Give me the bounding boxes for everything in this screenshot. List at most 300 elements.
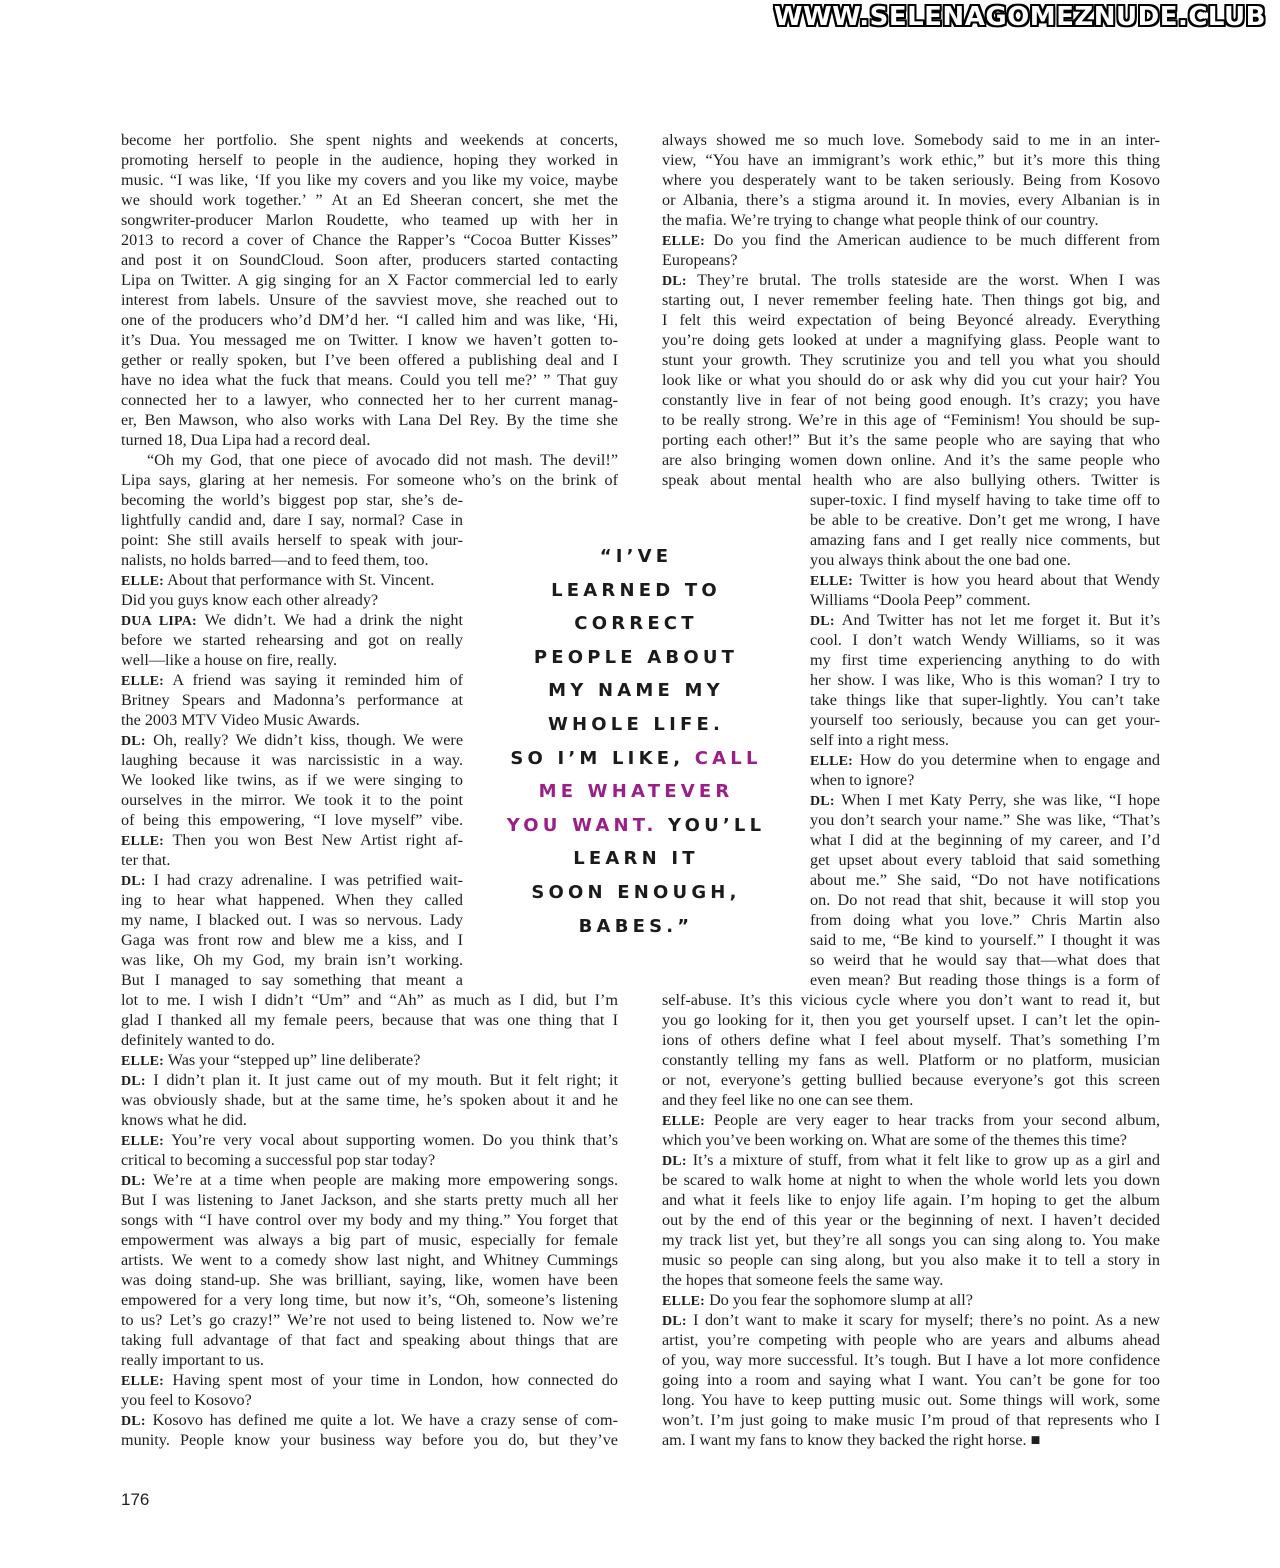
pull-quote-line <box>500 607 772 641</box>
text-line <box>121 1130 618 1150</box>
text-content: starting out, I never remember feeling hate. Then things got big, and <box>662 291 1160 309</box>
text-line <box>810 790 1160 810</box>
text-line <box>121 950 463 970</box>
text-content: be able to be creative. Don’t get me wrong, I have <box>810 511 1160 529</box>
text-content: How do you determine when to engage and <box>853 751 1160 769</box>
speaker-label: DL: <box>121 1074 146 1089</box>
text-line <box>662 290 1160 310</box>
text-line <box>662 1050 1160 1070</box>
text-content: become her portfolio. She spent nights and weekends at concerts, <box>121 131 618 149</box>
text-line <box>662 1090 1160 1110</box>
text-content: But I managed to say something that meant a <box>121 971 463 989</box>
text-line <box>662 1430 1160 1450</box>
text-content: yourself too seriously, because you can get your- <box>810 711 1160 729</box>
text-line <box>662 450 1160 470</box>
text-content: interest from labels. Unsure of the savviest move, she reached out to <box>121 291 618 309</box>
text-content: have no idea what the fuck that means. Could you tell me?’ ” That guy <box>121 371 618 389</box>
text-line <box>662 270 1160 290</box>
text-line <box>121 650 463 670</box>
pull-quote-line <box>500 809 772 843</box>
text-line <box>810 810 1160 830</box>
text-line <box>121 1250 618 1270</box>
text-content: always showed me so much love. Somebody said to me in an inter- <box>662 131 1160 149</box>
text-content: of being this empowering, “I love myself” vibe. <box>121 811 463 829</box>
text-line <box>121 790 463 810</box>
text-content: which you’ve been working on. What are some of the themes this time? <box>662 1131 1127 1149</box>
text-line <box>121 1430 618 1450</box>
text-line <box>121 850 463 870</box>
text-content: “Oh my God, that one piece of avocado did not mash. The devil!” <box>147 451 618 469</box>
text-content: I had crazy adrenaline. I was petrified wait- <box>145 871 463 889</box>
text-line <box>121 310 618 330</box>
text-content: on. Do not read that shit, because it will stop you <box>810 891 1160 909</box>
text-line <box>121 250 618 270</box>
text-content: was doing stand-up. She was brilliant, saying, like, women have been <box>121 1271 618 1289</box>
text-line <box>662 1190 1160 1210</box>
speaker-label: DL: <box>810 794 835 809</box>
text-content: we should work together.’ ” At an Ed Sheeran concert, she met the <box>121 191 618 209</box>
text-content: constantly live in fear of not being good enough. It’s crazy; you have <box>662 391 1160 409</box>
speaker-label: DL: <box>810 614 835 629</box>
text-content: point: She still avails herself to speak with jour- <box>121 531 463 549</box>
text-content: Britney Spears and Madonna’s performance at <box>121 691 463 709</box>
speaker-label: DL: <box>121 874 146 889</box>
text-content: to be really strong. We’re in this age of “Feminism! You should be sup- <box>662 411 1160 429</box>
text-line <box>121 130 618 150</box>
pull-quote-line <box>500 876 772 910</box>
text-content: be scared to walk home at night to when the whole world lets you down <box>662 1171 1160 1189</box>
speaker-label: ELLE: <box>810 754 854 769</box>
text-content: and what it feels like to enjoy life again. I’m hoping to get the album <box>662 1191 1160 1209</box>
text-line <box>662 150 1160 170</box>
text-content: you always think about the one bad one. <box>810 551 1071 569</box>
text-content: Did you guys know each other already? <box>121 591 379 609</box>
text-line <box>121 670 463 690</box>
text-line <box>121 1190 618 1210</box>
speaker-label: DL: <box>121 734 146 749</box>
text-line <box>662 330 1160 350</box>
pull-quote-line <box>500 641 772 675</box>
text-line <box>121 690 463 710</box>
text-content: self into a right mess. <box>810 731 949 749</box>
text-content: where you desperately want to be taken seriously. Being from Kosovo <box>662 171 1160 189</box>
text-line <box>121 1410 618 1430</box>
text-content: Europeans? <box>662 251 738 269</box>
text-line <box>121 430 618 450</box>
text-content: It’s a mixture of stuff, from what it felt like to grow up as a girl and <box>686 1151 1160 1169</box>
text-content: you’re doing gets looked at under a magnifying glass. People want to <box>662 331 1160 349</box>
text-content: empowerment was always a big part of music, especially for female <box>121 1231 618 1249</box>
text-line <box>121 590 463 610</box>
text-content: laughing because it was narcissistic in a way. <box>121 751 463 769</box>
text-content: get upset about every tabloid that said something <box>810 851 1160 869</box>
text-content: to us? Let’s go crazy!” We’re not used to being listened to. Now we’re <box>121 1311 618 1329</box>
speaker-label: ELLE: <box>662 1294 706 1309</box>
text-content: view, “You have an immigrant’s work ethic,” but it’s more this thing <box>662 151 1160 169</box>
text-content: Twitter is how you heard about that Wendy <box>853 571 1160 589</box>
text-content: the mafia. We’re trying to change what people think of our country. <box>662 211 1099 229</box>
text-line <box>662 1390 1160 1410</box>
text-content: the hopes that someone feels the same way. <box>662 1271 944 1289</box>
text-line <box>810 490 1160 510</box>
text-line <box>662 1210 1160 1230</box>
pull-quote <box>500 540 772 943</box>
text-line <box>662 170 1160 190</box>
text-line <box>662 1170 1160 1190</box>
text-content: am. I want my fans to know they backed the right horse. ■ <box>662 1431 1041 1449</box>
text-line <box>662 470 1160 490</box>
text-content: look like or what you should do or ask why did you cut your hair? You <box>662 371 1160 389</box>
text-content: lot to me. I wish I didn’t “Um” and “Ah” as much as I did, but I’m <box>121 991 618 1009</box>
text-line <box>662 1270 1160 1290</box>
text-content: even mean? But reading those things is a form of <box>810 971 1160 989</box>
text-line <box>810 870 1160 890</box>
text-content: of you, way more successful. It’s tough. But I have a lot more confidence <box>662 1351 1160 1369</box>
text-line <box>662 350 1160 370</box>
text-content: becoming the world’s biggest pop star, she’s de- <box>121 491 463 509</box>
text-line <box>810 550 1160 570</box>
text-content: critical to becoming a successful pop star today? <box>121 1151 436 1169</box>
text-line <box>121 150 618 170</box>
text-line <box>121 1150 618 1170</box>
text-line <box>121 710 463 730</box>
text-content: well—like a house on fire, really. <box>121 651 338 669</box>
text-content: People are very eager to hear tracks from your second album, <box>705 1111 1160 1129</box>
text-content: We looked like twins, as if we were singing to <box>121 771 463 789</box>
text-line <box>121 930 463 950</box>
text-line <box>121 530 463 550</box>
text-line <box>662 250 1160 270</box>
speaker-label: ELLE: <box>121 1374 165 1389</box>
text-content: going into a room and saying what I want. You can’t be gone for too <box>662 1371 1160 1389</box>
text-content: Was your “stepped up” line deliberate? <box>164 1051 421 1069</box>
text-content: you feel to Kosovo? <box>121 1391 252 1409</box>
text-line <box>121 1110 618 1130</box>
speaker-label: DL: <box>662 1314 687 1329</box>
text-line <box>121 1310 618 1330</box>
text-content: 2013 to record a cover of Chance the Rapper’s “Cocoa Butter Kisses” <box>121 231 618 249</box>
text-line <box>121 890 463 910</box>
watermark: WWW.SELENAGOMEZNUDE.CLUB <box>773 2 1266 32</box>
text-content: glad I thanked all my female peers, because that was one thing that I <box>121 1011 618 1029</box>
text-line <box>810 970 1160 990</box>
text-content: music. “I was like, ‘If you like my covers and you like my voice, maybe <box>121 171 618 189</box>
text-line <box>810 590 1160 610</box>
text-content: self-abuse. It’s this vicious cycle where you don’t want to read it, but <box>662 991 1160 1009</box>
text-content: what I did at the beginning of my career, and I’d <box>810 831 1160 849</box>
text-line <box>121 770 463 790</box>
text-content: You’re very vocal about supporting women. Do you think that’s <box>164 1131 618 1149</box>
text-content: about me.” She said, “Do not have notifications <box>810 871 1160 889</box>
text-line <box>662 1410 1160 1430</box>
text-line <box>810 950 1160 970</box>
text-line <box>121 370 618 390</box>
text-line <box>662 990 1160 1010</box>
text-line <box>662 190 1160 210</box>
text-content: out by the end of this year or the beginning of next. I haven’t decided <box>662 1211 1160 1229</box>
text-line <box>121 1370 618 1390</box>
pull-quote-text: WHOLE LIFE. <box>547 713 725 735</box>
text-line <box>121 910 463 930</box>
text-content: ter that. <box>121 851 171 869</box>
text-content: Williams “Doola Peep” comment. <box>810 591 1031 609</box>
text-line <box>810 530 1160 550</box>
text-line <box>121 190 618 210</box>
page-number: 176 <box>121 1490 150 1509</box>
text-line <box>121 1090 618 1110</box>
text-content: Then you won Best New Artist right af- <box>164 831 463 849</box>
text-content: I felt this weird expectation of being Beyoncé already. Everything <box>662 311 1160 329</box>
text-content: I don’t want to make it scary for myself; there’s no point. As a new <box>686 1311 1160 1329</box>
speaker-label: DUA LIPA: <box>121 614 197 629</box>
pull-quote-line <box>500 742 772 776</box>
text-line <box>810 750 1160 770</box>
text-line <box>121 550 463 570</box>
text-line <box>121 750 463 770</box>
text-line <box>662 1150 1160 1170</box>
text-line <box>121 1050 618 1070</box>
text-line <box>147 450 618 470</box>
text-line <box>810 730 1160 750</box>
text-content: knows what he did. <box>121 1111 247 1129</box>
text-line <box>121 610 463 630</box>
text-content: her show. I was like, Who is this woman? I try to <box>810 671 1160 689</box>
text-content: was obviously shade, but at the same time, he’s spoken about it and he <box>121 1091 618 1109</box>
text-content: speak about mental health who are also bullying others. Twitter is <box>662 471 1160 489</box>
text-line <box>810 850 1160 870</box>
speaker-label: ELLE: <box>121 674 165 689</box>
text-content: They’re brutal. The trolls stateside are the worst. When I was <box>686 271 1160 289</box>
speaker-label: ELLE: <box>121 1054 165 1069</box>
speaker-label: DL: <box>662 274 687 289</box>
text-line <box>121 630 463 650</box>
text-line <box>121 290 618 310</box>
text-line <box>810 650 1160 670</box>
text-content: definitely wanted to do. <box>121 1031 275 1049</box>
pull-quote-text: “I’VE <box>599 546 673 567</box>
text-line <box>662 1230 1160 1250</box>
text-line <box>662 1130 1160 1150</box>
pull-quote-highlight: YOU WANT. <box>506 814 658 836</box>
speaker-label: ELLE: <box>121 574 165 589</box>
text-line <box>121 810 463 830</box>
text-line <box>810 910 1160 930</box>
text-content: er, Ben Mawson, who also works with Lana Del Rey. By the time she <box>121 411 618 429</box>
text-content: long. You have to keep putting music out. Some things will work, some <box>662 1391 1160 1409</box>
text-content: are also bringing women down online. And it’s the same people who <box>662 451 1160 469</box>
pull-quote-text: YOU’LL <box>657 814 766 836</box>
text-content: Gaga was front row and blew me a kiss, and I <box>121 931 463 949</box>
text-line <box>121 270 618 290</box>
text-content: Do you find the American audience to be much different from <box>705 231 1160 249</box>
text-line <box>121 1270 618 1290</box>
text-content: Do you fear the sophomore slump at all? <box>705 1291 973 1309</box>
text-content: it’s Dua. You messaged me on Twitter. I know we haven’t gotten to- <box>121 331 618 349</box>
pull-quote-line <box>500 842 772 876</box>
text-content: munity. People know your business way before you do, but they’ve <box>121 1431 618 1449</box>
text-line <box>662 1370 1160 1390</box>
text-content: Kosovo has defined me quite a lot. We have a crazy sense of com- <box>145 1411 618 1429</box>
text-line <box>810 570 1160 590</box>
text-content: artist, you’re competing with people who are years and albums ahead <box>662 1331 1160 1349</box>
text-content: my name, I blacked out. I was so nervous. Lady <box>121 911 463 929</box>
text-content: Having spent most of your time in London, how connected do <box>164 1371 618 1389</box>
text-line <box>662 230 1160 250</box>
text-content: when to ignore? <box>810 771 915 789</box>
text-line <box>810 510 1160 530</box>
text-content: amazing fans and I get really nice comments, but <box>810 531 1160 549</box>
text-content: gether or really spoken, but I’ve been offered a publishing deal and I <box>121 351 618 369</box>
text-content: music so people can sing along, but you also make it to tell a story in <box>662 1251 1160 1269</box>
text-line <box>121 1350 618 1370</box>
text-content: really important to us. <box>121 1351 264 1369</box>
text-content: from doing what you love.” Chris Martin also <box>810 911 1160 929</box>
text-line <box>662 1010 1160 1030</box>
text-content: cool. I don’t watch Wendy Williams, so it was <box>810 631 1160 649</box>
text-line <box>121 1390 618 1410</box>
text-content: so weird that he would say that—what does that <box>810 951 1160 969</box>
text-line <box>662 1030 1160 1050</box>
speaker-label: ELLE: <box>810 574 854 589</box>
text-content: take things like that super-lightly. You can’t take <box>810 691 1160 709</box>
pull-quote-line <box>500 674 772 708</box>
text-content: the 2003 MTV Video Music Awards. <box>121 711 360 729</box>
text-line <box>810 630 1160 650</box>
text-content: was like, Oh my God, my brain isn’t working. <box>121 951 463 969</box>
pull-quote-line <box>500 708 772 742</box>
text-line <box>810 830 1160 850</box>
speaker-label: ELLE: <box>662 1114 706 1129</box>
text-line <box>121 970 463 990</box>
text-line <box>121 830 463 850</box>
text-content: porting each other!” But it’s the same people who are saying that who <box>662 431 1160 449</box>
text-line <box>121 210 618 230</box>
pull-quote-line <box>500 574 772 608</box>
speaker-label: ELLE: <box>662 234 706 249</box>
text-line <box>121 1290 618 1310</box>
speaker-label: ELLE: <box>121 834 165 849</box>
text-line <box>121 570 463 590</box>
text-line <box>121 410 618 430</box>
pull-quote-text: BABES.” <box>578 915 694 937</box>
text-content: promoting herself to people in the audience, hoping they worked in <box>121 151 618 169</box>
text-content: you don’t search your name.” She was like, “That’s <box>810 811 1160 829</box>
text-line <box>121 1070 618 1090</box>
text-line <box>121 1010 618 1030</box>
text-line <box>662 130 1160 150</box>
pull-quote-text: LEARNED TO <box>551 579 721 601</box>
text-line <box>662 430 1160 450</box>
text-content: songs with “I have control over my body and my thing.” You forget that <box>121 1211 618 1229</box>
text-line <box>121 390 618 410</box>
text-content: or Albania, there’s a stigma around it. In movies, every Albanian is in <box>662 191 1160 209</box>
pull-quote-line <box>500 540 772 574</box>
text-content: artists. We went to a comedy show last night, and Whitney Cummings <box>121 1251 618 1269</box>
text-line <box>662 410 1160 430</box>
text-line <box>810 930 1160 950</box>
text-content: ourselves in the mirror. We took it to the point <box>121 791 463 809</box>
text-content: taking full advantage of that fact and speaking about things that are <box>121 1331 618 1349</box>
speaker-label: DL: <box>121 1174 146 1189</box>
text-content: Oh, really? We didn’t kiss, though. We were <box>145 731 463 749</box>
text-content: When I met Katy Perry, she was like, “I hope <box>834 791 1160 809</box>
text-line <box>121 510 463 530</box>
pull-quote-line <box>500 775 772 809</box>
text-line <box>810 770 1160 790</box>
text-line <box>662 390 1160 410</box>
text-line <box>121 170 618 190</box>
text-content: my track list yet, but they’re all songs you can sing along to. You make <box>662 1231 1160 1249</box>
text-line <box>810 890 1160 910</box>
text-line <box>121 330 618 350</box>
speaker-label: ELLE: <box>121 1134 165 1149</box>
text-line <box>810 610 1160 630</box>
text-line <box>810 670 1160 690</box>
pull-quote-text: PEOPLE ABOUT <box>533 646 739 668</box>
text-line <box>662 1290 1160 1310</box>
text-line <box>121 230 618 250</box>
text-content: And Twitter has not let me forget it. But it’s <box>834 611 1160 629</box>
text-line <box>121 350 618 370</box>
text-content: lightfully candid and, dare I say, normal? Case in <box>121 511 463 529</box>
text-content: About that performance with St. Vincent. <box>164 571 435 589</box>
text-content: said to me, “Be kind to yourself.” I thought it was <box>810 931 1160 949</box>
text-content: nalists, no holds barred—and to feed them, too. <box>121 551 429 569</box>
text-content: turned 18, Dua Lipa had a record deal. <box>121 431 371 449</box>
text-content: one of the producers who’d DM’d her. “I called him and was like, ‘Hi, <box>121 311 618 329</box>
text-content: I didn’t plan it. It just came out of my mouth. But it felt right; it <box>145 1071 618 1089</box>
text-line <box>662 1310 1160 1330</box>
text-content: ions of others define what I feel about myself. That’s something I’m <box>662 1031 1160 1049</box>
text-content: won’t. I’m just going to make music I’m proud of that represents who I <box>662 1411 1160 1429</box>
text-content: Lipa says, glaring at her nemesis. For someone who’s on the brink of <box>121 471 618 489</box>
pull-quote-highlight: ME WHATEVER <box>538 781 734 803</box>
text-line <box>121 870 463 890</box>
text-line <box>121 1230 618 1250</box>
text-line <box>121 730 463 750</box>
text-line <box>810 690 1160 710</box>
text-line <box>662 370 1160 390</box>
text-content: stunt your growth. They scrutinize you and tell you what you should <box>662 351 1160 369</box>
text-content: and they feel like no one can see them. <box>662 1091 914 1109</box>
pull-quote-text: CORRECT <box>574 613 698 635</box>
text-line <box>121 1170 618 1190</box>
pull-quote-text: LEARN IT <box>573 848 699 870</box>
speaker-label: DL: <box>121 1414 146 1429</box>
text-line <box>810 710 1160 730</box>
text-line <box>662 1110 1160 1130</box>
text-line <box>121 490 463 510</box>
text-content: But I was listening to Janet Jackson, and she starts pretty much all her <box>121 1191 618 1209</box>
text-content: and post it on SoundCloud. Soon after, producers started contacting <box>121 251 618 269</box>
text-content: before we started rehearsing and got on really <box>121 631 463 649</box>
text-line <box>121 990 618 1010</box>
text-content: super-toxic. I find myself having to take time off to <box>810 491 1160 509</box>
text-content: empowered for a very long time, but now it’s, “Oh, someone’s listening <box>121 1291 618 1309</box>
text-line <box>121 1030 618 1050</box>
text-line <box>662 1330 1160 1350</box>
text-content: connected her to a lawyer, who connected her to her current manag- <box>121 391 618 409</box>
text-line <box>121 470 618 490</box>
pull-quote-text: MY NAME MY <box>548 680 724 702</box>
text-content: constantly telling my fans as well. Platform or no platform, musician <box>662 1051 1160 1069</box>
text-line <box>121 1330 618 1350</box>
text-content: A friend was saying it reminded him of <box>164 671 463 689</box>
text-line <box>662 1250 1160 1270</box>
text-line <box>121 1210 618 1230</box>
speaker-label: DL: <box>662 1154 687 1169</box>
text-line <box>662 210 1160 230</box>
